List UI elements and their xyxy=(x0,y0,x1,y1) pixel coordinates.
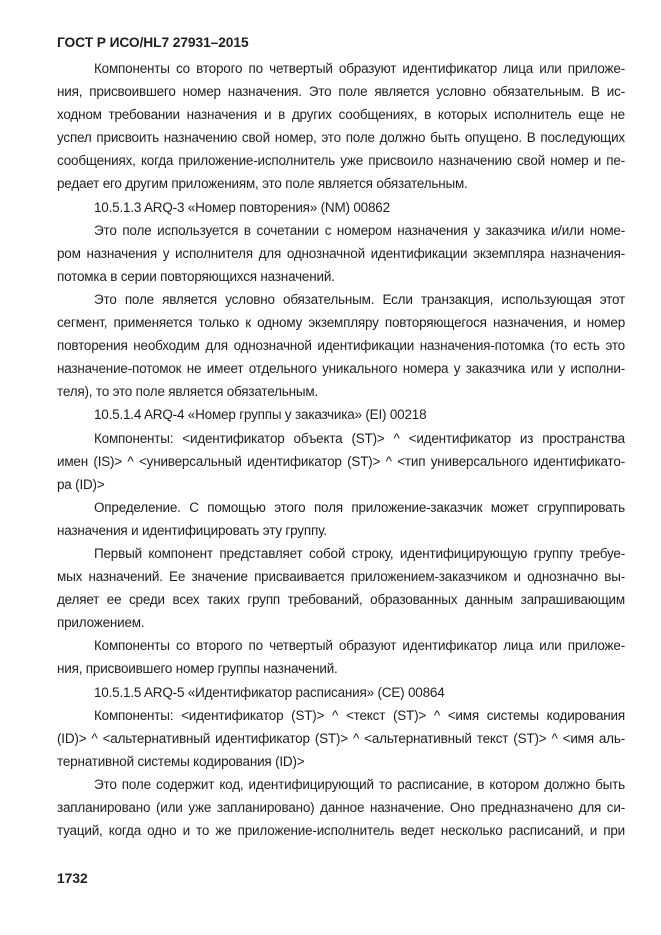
text-line: Определение. С помощью этого поля приложение-заказчик может сгруппировать xyxy=(94,499,625,515)
text-line: Это поле используется в сочетании с номером назначения у заказчика и/или номе- xyxy=(94,222,625,238)
standard-designation-header: ГОСТ Р ИСО/HL7 27931–2015 xyxy=(57,35,249,50)
text-line: Компоненты: <идентификатор (ST)> ^ <текст (ST)> ^ <имя системы кодирования xyxy=(94,707,625,723)
text-line: Это поле содержит код, идентифицирующий то расписание, в котором должно быть xyxy=(94,776,625,792)
text-line: назначение-потомок не имеет отдельного уникального номера у заказчика или у исполни- xyxy=(57,361,625,377)
text-line: ходном требовании назначения и в других сообщениях, в которых исполнитель еще не xyxy=(57,107,625,123)
text-line: приложением. xyxy=(57,615,145,631)
text-line: запланировано (или уже запланировано) данное назначение. Оно предназначено для си- xyxy=(57,800,625,815)
text-line: сообщениях, когда приложение-исполнитель уже присвоило назначению свой номер и пе- xyxy=(57,153,625,169)
text-line: ния, присвоившего номер группы назначений. xyxy=(57,661,338,677)
text-line: тернативной системы кодирования (ID)> xyxy=(57,753,305,769)
text-line: Это поле является условно обязательным. Если транзакция, использующая этот xyxy=(94,291,625,307)
text-line: Первый компонент представляет собой строку, идентифицирующую группу требуе- xyxy=(94,545,625,561)
text-line: Компоненты со второго по четвертый образуют идентификатор лица или приложе- xyxy=(94,61,625,76)
text-line: назначения и идентифицировать эту группу. xyxy=(57,522,327,538)
section-heading: 10.5.1.3 ARQ-3 «Номер повторения» (NM) 00862 xyxy=(94,199,390,215)
text-line: потомка в серии повторяющихся назначений. xyxy=(57,268,335,284)
document-body xyxy=(57,57,625,842)
text-line: теля), то это поле является обязательным. xyxy=(57,384,319,400)
text-line: Компоненты со второго по четвертый образуют идентификатор лица или приложе- xyxy=(94,638,625,654)
text-line: сегмент, применяется только к одному экземпляру повторяющегося назначения, и номер xyxy=(57,315,625,331)
text-line: туаций, когда одно и то же приложение-исполнитель ведет несколько расписаний, и при xyxy=(57,823,625,839)
section-heading: 10.5.1.5 ARQ-5 «Идентификатор расписания» (CE) 00864 xyxy=(94,684,445,700)
text-line: редает его другим приложениям, это поле является обязательным. xyxy=(57,176,468,192)
text-line: повторения необходим для однозначной идентификации назначения-потомка (то есть это xyxy=(57,338,625,354)
text-line: мых назначений. Ее значение присваивается приложением-заказчиком и однозначно вы- xyxy=(57,569,625,585)
section-heading: 10.5.1.4 ARQ-4 «Номер группы у заказчика» (EI) 00218 xyxy=(94,407,427,423)
text-line: успел присвоить назначению свой номер, это поле должно быть опущено. В последующих xyxy=(57,130,625,146)
text-line: ра (ID)> xyxy=(57,476,105,492)
text-line: ром назначения у исполнителя для однозначной идентификации экземпляра назначения- xyxy=(57,245,625,261)
text-line: Компоненты: <идентификатор объекта (ST)> ^ <идентификатор из пространства xyxy=(94,430,625,446)
text-line: ния, присвоившего номер назначения. Это поле является условно обязательным. В ис- xyxy=(57,84,625,100)
page-number: 1732 xyxy=(57,871,88,886)
text-line: деляет ее среди всех таких групп требований, образованных данным запрашивающим xyxy=(57,592,625,608)
text-line: имен (IS)> ^ <универсальный идентификатор (ST)> ^ <тип универсального идентификато- xyxy=(57,453,625,469)
text-line: (ID)> ^ <альтернативный идентификатор (ST)> ^ <альтернативный текст (ST)> ^ <имя аль- xyxy=(57,730,625,746)
